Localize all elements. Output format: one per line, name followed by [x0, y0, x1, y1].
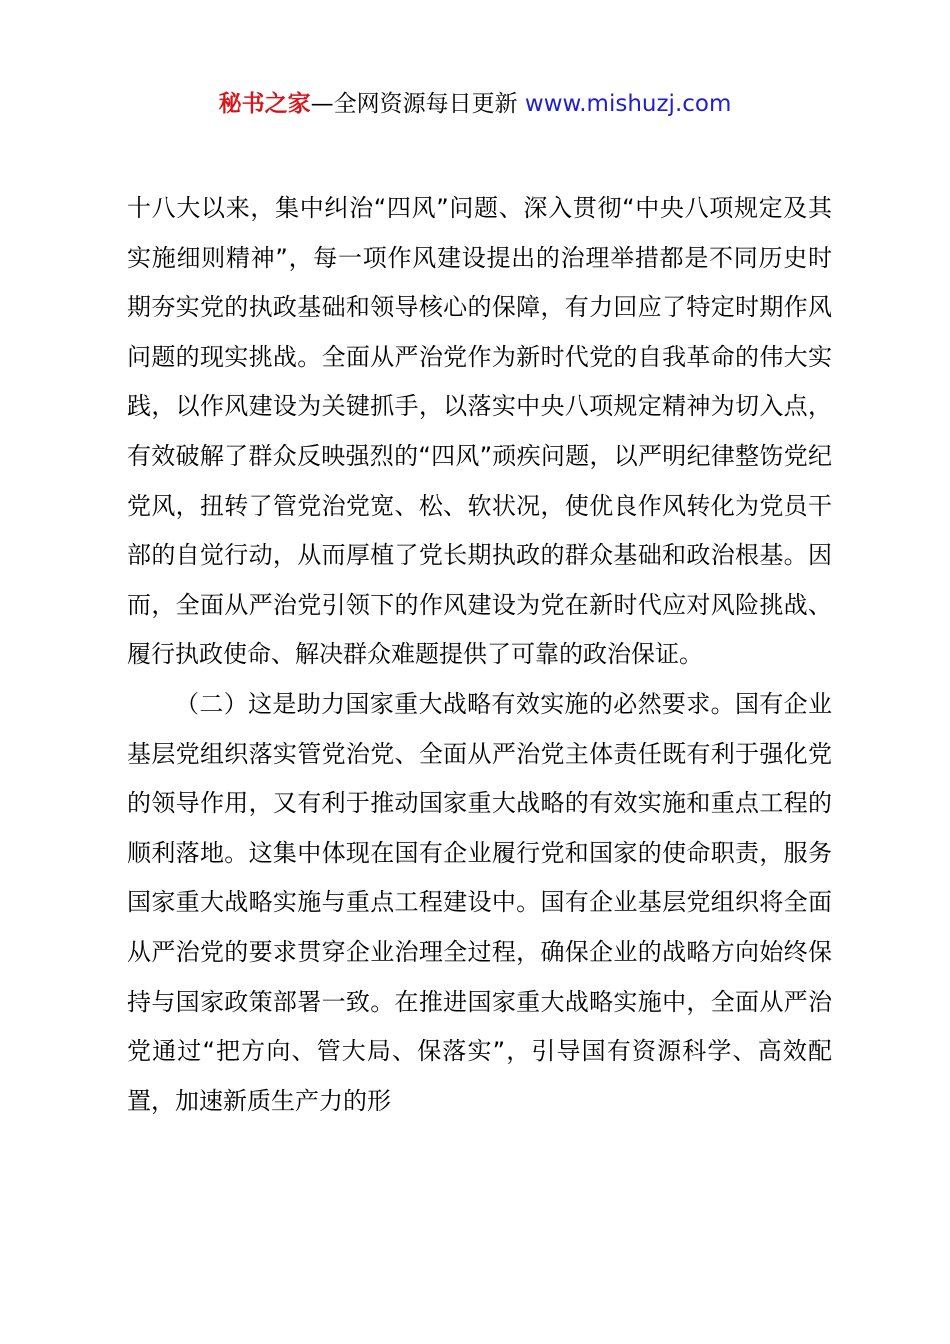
brand-name: 秘书之家 [218, 91, 311, 117]
header-tagline: —全网资源每日更新 [310, 91, 525, 117]
site-url-link[interactable]: www.mishuzj.com [524, 91, 732, 117]
paragraph-section-two: （二）这是助力国家重大战略有效实施的必然要求。国有企业基层党组织落实管党治党、全面从严治党主体责任既有利于强化党的领导作用，又有利于推动国家重大战略的有效实施和重点工程的顺利落地。这集中体现在国有企业履行党和国家的使命职责，服务国家重大战略实施与重点工程建设中。国有企业基层党组织将全面从严治党的要求贯穿企业治理全过程，确保企业的战略方向始终保持与国家政策部署一致。在推进国家重大战略实施中，全面从严治党通过“把方向、管大局、保落实”，引导国有资源科学、高效配置，加速新质生产力的形 [127, 689, 832, 1115]
page-header [0, 86, 950, 122]
document-body [127, 184, 832, 1126]
paragraph-continuation: 十八大以来，集中纠治“四风”问题、深入贯彻“中央八项规定及其实施细则精神”，每一项作风建设提出的治理举措都是不同历史时期夯实党的执政基础和领导核心的保障，有力回应了特定时期作风问题的现实挑战。全面从严治党作为新时代党的自我革命的伟大实践，以作风建设为关键抓手，以落实中央八项规定精神为切入点，有效破解了群众反映强烈的“四风”顽疾问题，以严明纪律整饬党纪党风，扭转了管党治党宽、松、软状况，使优良作风转化为党员干部的自觉行动，从而厚植了党长期执政的群众基础和政治根基。因而，全面从严治党引领下的作风建设为党在新时代应对风险挑战、履行执政使命、解决群众难题提供了可靠的政治保证。 [127, 194, 832, 669]
